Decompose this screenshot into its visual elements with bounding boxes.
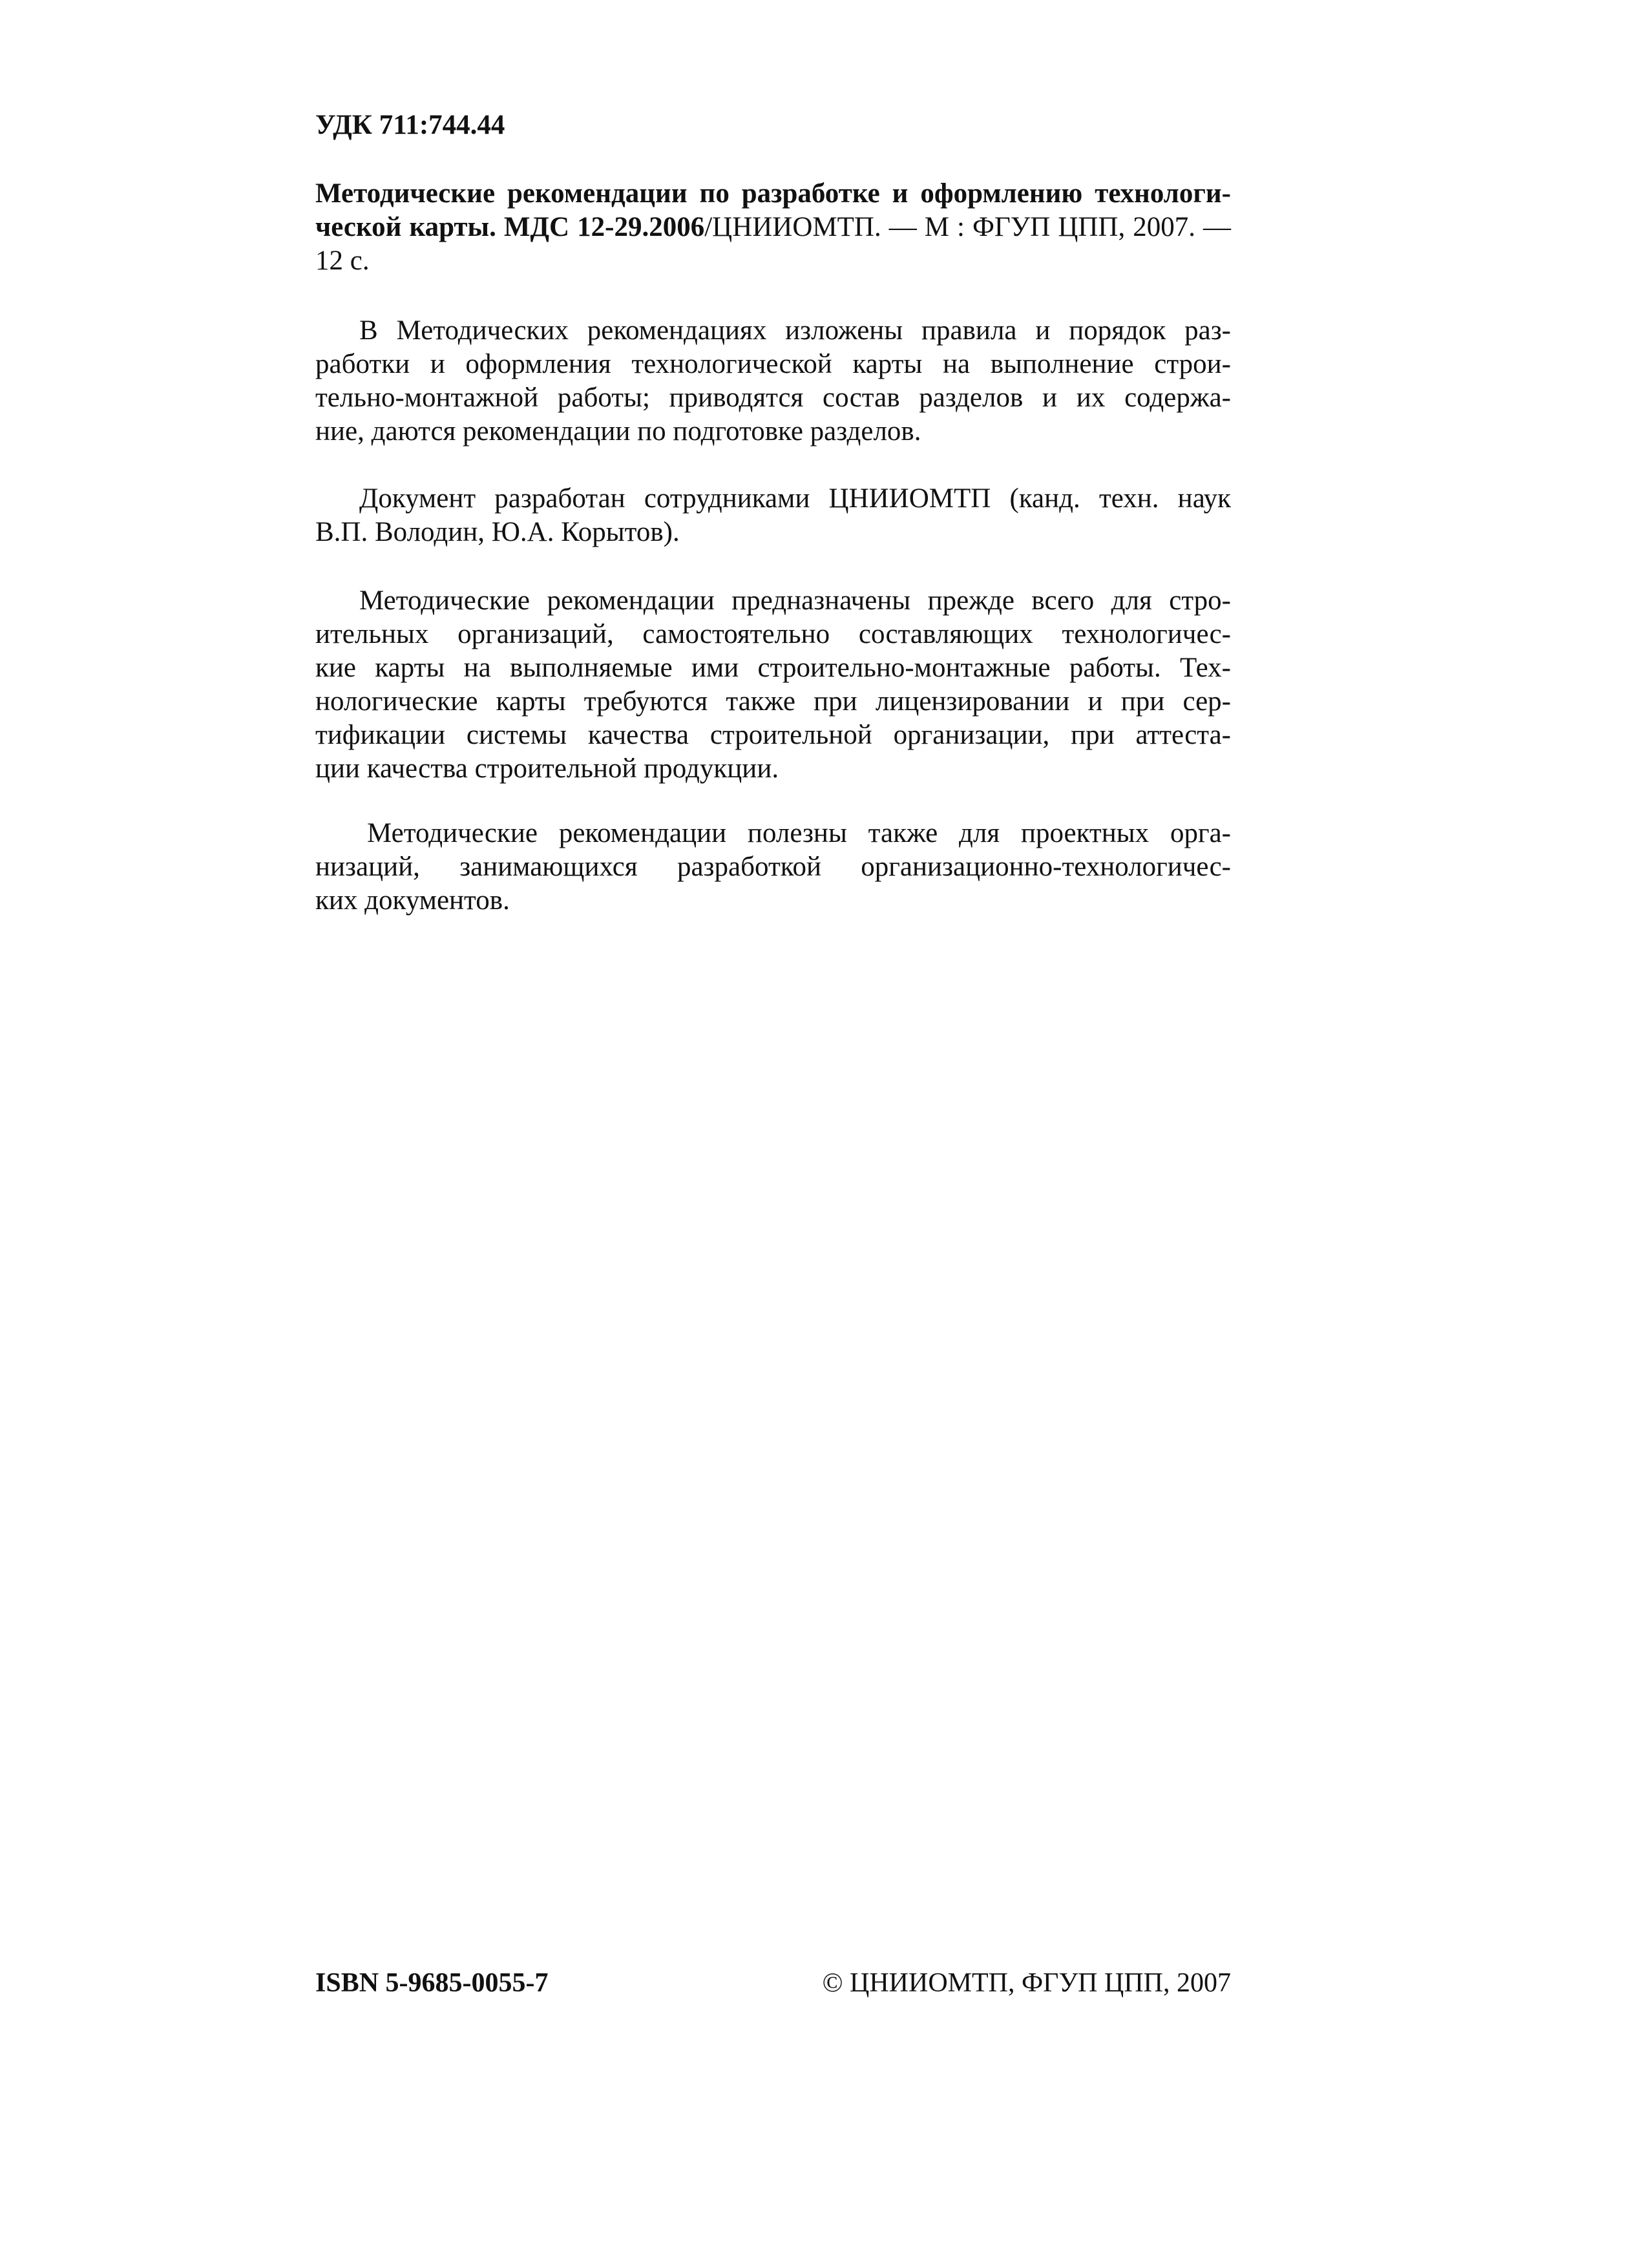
paragraph-line: ние, даются рекомендации по подготовке разделов. — [315, 416, 921, 446]
paragraph-line: кие карты на выполняемые ими строительно-монтажные работы. Тех- — [315, 653, 1231, 683]
summary-paragraph — [315, 314, 1231, 448]
isbn-number: ISBN 5-9685-0055-7 — [315, 1968, 549, 1998]
paragraph-line: ких документов. — [315, 885, 510, 916]
usefulness-paragraph — [315, 817, 1231, 918]
paragraph-line: Методические рекомендации полезны также для проектных орга- — [367, 818, 1231, 848]
paragraph-line: тельно-монтажной работы; приводятся состав разделов и их содержа- — [315, 383, 1231, 413]
authors-paragraph — [315, 482, 1231, 549]
biblio-publisher: /ЦНИИОМТП. — М : ФГУП ЦПП, 2007. — — [704, 212, 1232, 242]
paragraph-line: ции качества строительной продукции. — [315, 753, 779, 784]
paragraph-line: Методические рекомендации предназначены прежде всего для стро- — [359, 585, 1231, 616]
paragraph-line: ительных организаций, самостоятельно составляющих технологичес- — [315, 619, 1231, 649]
biblio-line — [315, 211, 1231, 244]
purpose-paragraph — [315, 584, 1231, 786]
paragraph-line: Документ разработан сотрудниками ЦНИИОМТП (канд. техн. наук — [359, 483, 1231, 514]
paragraph-line: работки и оформления технологической карты на выполнение строи- — [315, 349, 1231, 379]
paragraph-line: В.П. Володин, Ю.А. Корытов). — [315, 517, 680, 547]
biblio-code: ческой карты. МДС 12-29.2006 — [315, 212, 705, 242]
biblio-pages: 12 с. — [315, 246, 370, 276]
udk-code: УДК 711:744.44 — [315, 110, 505, 140]
paragraph-line: низаций, занимающихся разработкой организационно-технологичес- — [315, 852, 1231, 882]
biblio-line: Методические рекомендации по разработке и оформлению технологи- — [315, 178, 1231, 209]
paragraph-line: В Методических рекомендациях изложены правила и порядок раз- — [359, 315, 1231, 346]
copyright-notice: © ЦНИИОМТП, ФГУП ЦПП, 2007 — [822, 1968, 1231, 1998]
paragraph-line: тификации системы качества строительной организации, при аттеста- — [315, 720, 1231, 750]
bibliographic-record — [315, 177, 1231, 278]
paragraph-line: нологические карты требуются также при лицензировании и при сер- — [315, 686, 1231, 717]
